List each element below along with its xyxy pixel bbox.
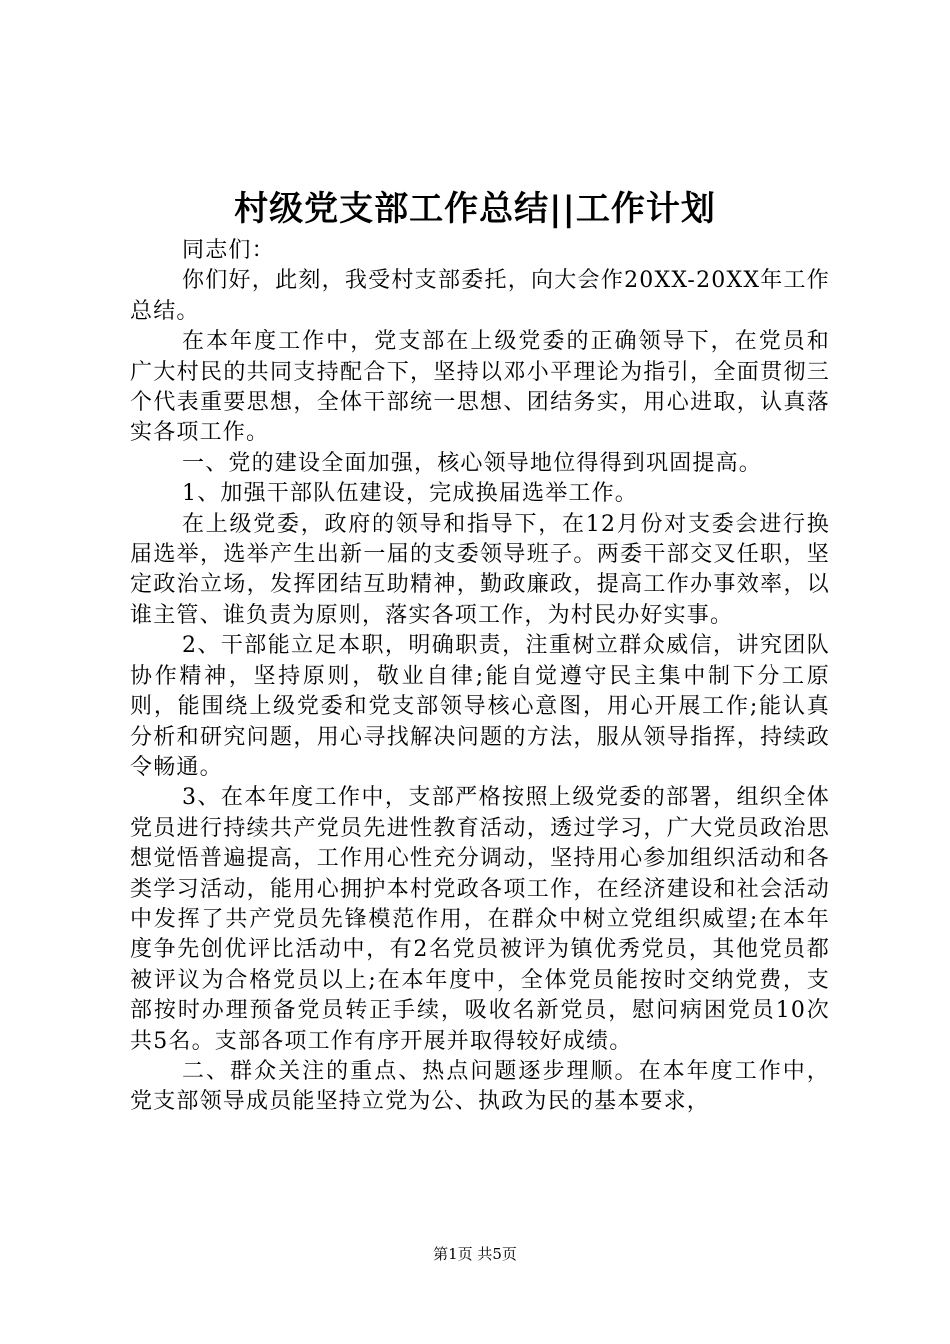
paragraph: 同志们： [182,238,275,263]
page-footer: 第1页 共5页 [433,1245,517,1263]
paragraph: 一、党的建设全面加强，核心领导地位得得到巩固提高。 [182,450,763,476]
paragraph: 你们好，此刻，我受村支部委托，向大会作20XX-20XX年工作总结。 [130,268,830,324]
paragraph: 二、群众关注的重点、热点问题逐步理顺。在本年度工作中，党支部领导成员能坚持立党为公、执政为民的基本要求， [130,1058,830,1115]
document-body [130,236,830,1118]
document-title: 村级党支部工作总结||工作计划 [234,189,716,229]
paragraph: 在本年度工作中，党支部在上级党委的正确领导下，在党员和广大村民的共同支持配合下，坚持以邓小平理论为指引，全面贯彻三个代表重要思想，全体干部统一思想、团结务实，用心进取，认真落实各项工作。 [130,329,830,446]
paragraph: 2、干部能立足本职，明确职责，注重树立群众威信，讲究团队协作精神，坚持原则，敬业自律;能自觉遵守民主集中制下分工原则，能围绕上级党委和党支部领导核心意图，用心开展工作;能认真分析和研究问题，用心寻找解决问题的方法，服从领导指挥，持续政令畅通。 [130,633,830,780]
paragraph: 1、加强干部队伍建设，完成换届选举工作。 [182,481,638,507]
paragraph: 在上级党委，政府的领导和指导下，在12月份对支委会进行换届选举，选举产生出新一届的支委领导班子。两委干部交叉任职，坚定政治立场，发挥团结互助精神，勤政廉政，提高工作办事效率，以谁主管、谁负责为原则，落实各项工作，为村民办好实事。 [130,511,830,628]
paragraph: 3、在本年度工作中，支部严格按照上级党委的部署，组织全体党员进行持续共产党员先进性教育活动，透过学习，广大党员政治思想觉悟普遍提高，工作用心性充分调动，坚持用心参加组织活动和各类学习活动，能用心拥护本村党政各项工作，在经济建设和社会活动中发挥了共产党员先锋模范作用，在群众中树立党组织威望;在本年度争先创优评比活动中，有2名党员被评为镇优秀党员，其他党员都被评议为合格党员以上;在本年度中，全体党员能按时交纳党费，支部按时办理预备党员转正手续，吸收名新党员，慰问病困党员10次共5名。支部各项工作有序开展并取得较好成绩。 [130,785,830,1054]
